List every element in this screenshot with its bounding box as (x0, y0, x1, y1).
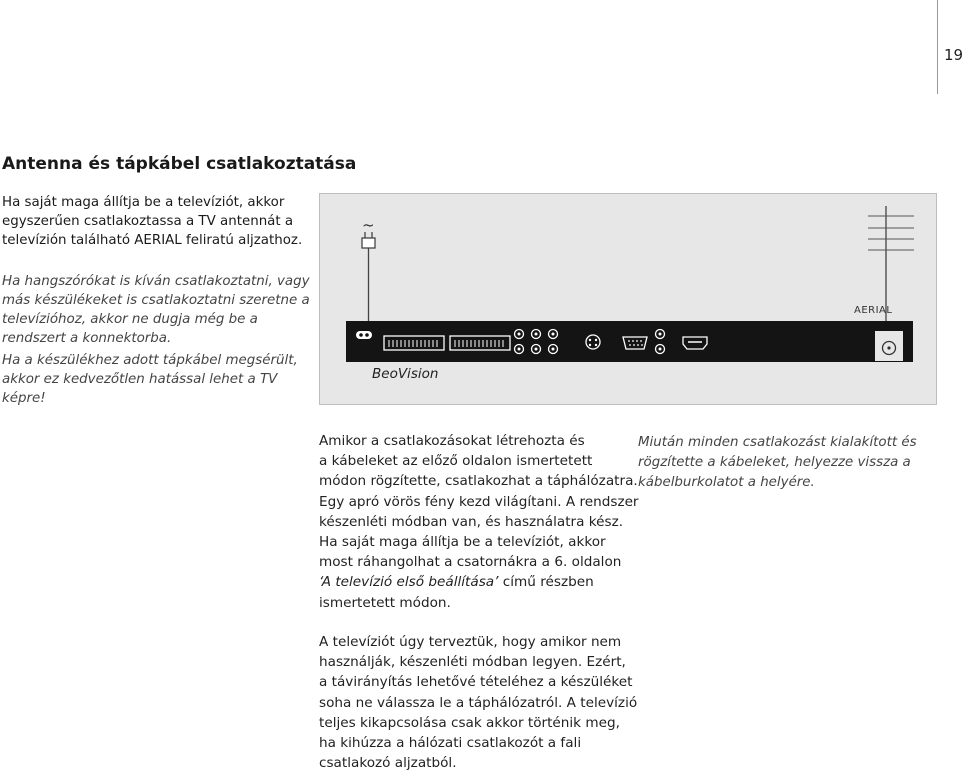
body-line: soha ne válassza le a táphálózatról. A televízió (319, 694, 638, 711)
body-line: készenléti módban van, és használatra kész. (319, 513, 624, 530)
body-line: A televíziót úgy terveztük, hogy amikor nem (319, 634, 622, 650)
body-paragraph-2 (319, 632, 638, 773)
section-heading: Antenna és tápkábel csatlakoztatása (2, 154, 357, 174)
body-line: most ráhangolhat a csatornákra a 6. oldalon (319, 554, 622, 571)
body-line: ha kihúzza a hálózati csatlakozót a fali (319, 735, 582, 752)
body-line: ismertetett módon. (319, 594, 451, 611)
body-line: csatlakozó aljzatból. (319, 755, 457, 772)
speaker-note: Ha hangszórókat is kíván csatlakoztatni, vagy más készülékeket is csatlakoztatni szeretne a televízióhoz, akkor ne dugja még be a rendszert a konnektorba. (2, 274, 310, 346)
page-number: 19 (944, 46, 963, 64)
reference-title: ‘A televízió első beállítása’ (319, 574, 499, 591)
aerial-socket-panel (875, 331, 903, 361)
body-line: a kábeleket az előző oldalon ismertetett (319, 453, 593, 470)
body-paragraph-1 (319, 431, 639, 613)
body-line-reference (319, 572, 629, 592)
product-label: BeoVision (372, 366, 439, 382)
cable-cover-note: Miután minden csatlakozást kialakított és rögzítette a kábeleket, helyezze vissza a kábelburkolatot a helyére. (638, 435, 917, 491)
body-line: Ha saját maga állítja be a televíziót, akkor (319, 534, 606, 551)
connection-diagram (319, 193, 937, 405)
reference-suffix: című részben (498, 574, 594, 591)
intro-paragraph: Ha saját maga állítja be a televíziót, akkor egyszerűen csatlakoztassa a TV antennát a televízión található AERIAL feliratú aljzathoz. (2, 195, 303, 248)
mains-socket-icon (356, 331, 372, 339)
body-line: Egy apró vörös fény kezd világítani. A rendszer (319, 493, 639, 510)
body-line: teljes kikapcsolása csak akkor történik meg, (319, 714, 620, 731)
aerial-label: AERIAL (854, 305, 893, 316)
body-line: használják, készenléti módban legyen. Ezért, (319, 654, 626, 671)
mains-plug-icon (362, 216, 375, 325)
cable-warning: Ha a készülékhez adott tápkábel megsérült, akkor ez kedvezőtlen hatással lehet a TV képre! (2, 353, 298, 406)
body-line: módon rögzítette, csatlakozhat a táphálózatra. (319, 473, 638, 490)
body-line: Amikor a csatlakozásokat létrehozta és (319, 433, 585, 449)
mains-tilde: ~ (362, 216, 375, 234)
body-line: a távirányítás lehetővé tételéhez a készüléket (319, 674, 633, 691)
page-rule (937, 0, 938, 94)
antenna-icon (868, 206, 914, 340)
